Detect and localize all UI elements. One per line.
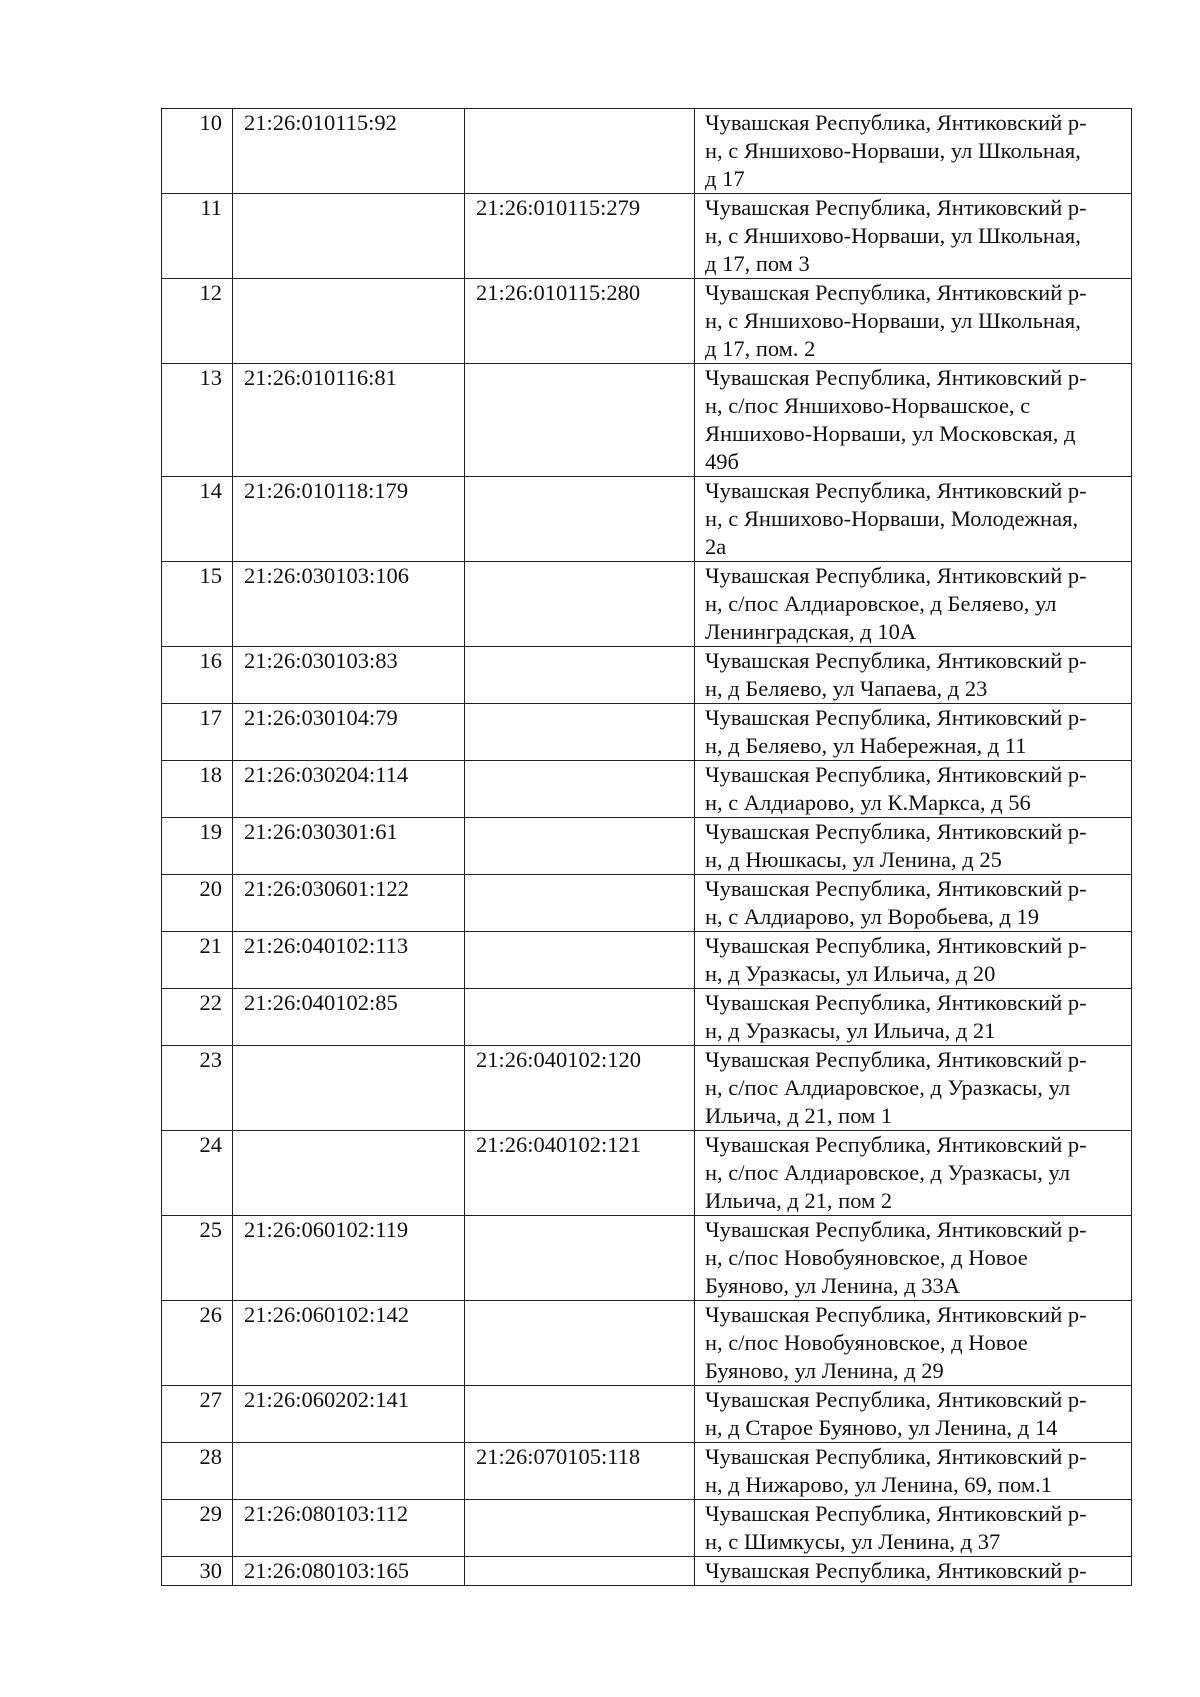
address-cell [695, 1046, 1132, 1131]
address-line: д 17, пом. 2 [705, 336, 816, 361]
land-cadastral-number-cell: 21:26:060102:119 [233, 1216, 465, 1301]
address-line: Чувашская Республика, Янтиковский р- [705, 280, 1087, 305]
building-cadastral-number-cell: 21:26:010115:280 [465, 279, 695, 364]
land-cadastral-number-cell: 21:26:040102:113 [233, 932, 465, 989]
address-line: Ильича, д 21, пом 1 [705, 1103, 893, 1128]
row-number-cell: 16 [162, 647, 233, 704]
address-cell [695, 1386, 1132, 1443]
row-number-cell: 29 [162, 1500, 233, 1557]
table-row [162, 194, 1132, 279]
address-cell [695, 1443, 1132, 1500]
address-cell [695, 364, 1132, 477]
building-cadastral-number-cell [465, 818, 695, 875]
address-line: н, с Алдиарово, ул К.Маркса, д 56 [705, 790, 1031, 815]
land-cadastral-number-cell: 21:26:030103:106 [233, 562, 465, 647]
address-line: Чувашская Республика, Янтиковский р- [705, 1387, 1087, 1412]
address-line: н, с Яншихово-Норваши, ул Школьная, [705, 308, 1081, 333]
address-line: Чувашская Республика, Янтиковский р- [705, 648, 1087, 673]
address-line: Чувашская Республика, Янтиковский р- [705, 1217, 1087, 1242]
row-number-cell: 17 [162, 704, 233, 761]
row-number-cell: 21 [162, 932, 233, 989]
table-row [162, 364, 1132, 477]
address-cell [695, 932, 1132, 989]
address-line: Ильича, д 21, пом 2 [705, 1188, 893, 1213]
row-number-cell: 22 [162, 989, 233, 1046]
address-line: Чувашская Республика, Янтиковский р- [705, 1444, 1087, 1469]
address-cell [695, 477, 1132, 562]
address-line: д 17, пом 3 [705, 251, 810, 276]
building-cadastral-number-cell [465, 761, 695, 818]
address-cell [695, 279, 1132, 364]
address-cell [695, 1301, 1132, 1386]
table-row [162, 1216, 1132, 1301]
address-cell [695, 1500, 1132, 1557]
building-cadastral-number-cell [465, 1216, 695, 1301]
table-row [162, 1500, 1132, 1557]
table-row [162, 1443, 1132, 1500]
land-cadastral-number-cell: 21:26:040102:85 [233, 989, 465, 1046]
table-row [162, 875, 1132, 932]
table-row [162, 989, 1132, 1046]
table-row [162, 279, 1132, 364]
land-cadastral-number-cell: 21:26:080103:112 [233, 1500, 465, 1557]
land-cadastral-number-cell [233, 1046, 465, 1131]
building-cadastral-number-cell [465, 1500, 695, 1557]
land-cadastral-number-cell [233, 194, 465, 279]
address-line: н, с Яншихово-Норваши, Молодежная, [705, 506, 1079, 531]
address-cell [695, 818, 1132, 875]
address-line: Чувашская Республика, Янтиковский р- [705, 1558, 1087, 1583]
registry-body [162, 109, 1132, 1586]
address-line: Чувашская Республика, Янтиковский р- [705, 195, 1087, 220]
row-number-cell: 13 [162, 364, 233, 477]
building-cadastral-number-cell [465, 989, 695, 1046]
row-number-cell: 25 [162, 1216, 233, 1301]
land-cadastral-number-cell: 21:26:010115:92 [233, 109, 465, 194]
row-number-cell: 15 [162, 562, 233, 647]
address-line: н, д Беляево, ул Чапаева, д 23 [705, 676, 988, 701]
table-row [162, 562, 1132, 647]
land-cadastral-number-cell [233, 279, 465, 364]
address-line: н, с/пос Новобуяновское, д Новое [705, 1330, 1028, 1355]
address-line: Чувашская Республика, Янтиковский р- [705, 705, 1087, 730]
land-cadastral-number-cell [233, 1443, 465, 1500]
table-row [162, 1557, 1132, 1586]
row-number-cell: 14 [162, 477, 233, 562]
row-number-cell: 12 [162, 279, 233, 364]
address-line: Буяново, ул Ленина, д 29 [705, 1358, 944, 1383]
address-line: н, д Нюшкасы, ул Ленина, д 25 [705, 847, 1002, 872]
address-line: Чувашская Республика, Янтиковский р- [705, 933, 1087, 958]
address-cell [695, 761, 1132, 818]
land-cadastral-number-cell: 21:26:060202:141 [233, 1386, 465, 1443]
address-line: 49б [705, 449, 739, 474]
address-line: н, с Яншихово-Норваши, ул Школьная, [705, 138, 1081, 163]
row-number-cell: 26 [162, 1301, 233, 1386]
address-line: н, д Старое Буяново, ул Ленина, д 14 [705, 1415, 1058, 1440]
row-number-cell: 27 [162, 1386, 233, 1443]
building-cadastral-number-cell [465, 704, 695, 761]
address-line: Чувашская Республика, Янтиковский р- [705, 819, 1087, 844]
row-number-cell: 11 [162, 194, 233, 279]
land-cadastral-number-cell: 21:26:030103:83 [233, 647, 465, 704]
registry-table [161, 108, 1132, 1586]
building-cadastral-number-cell [465, 1301, 695, 1386]
table-row [162, 477, 1132, 562]
land-cadastral-number-cell: 21:26:030104:79 [233, 704, 465, 761]
address-line: н, д Нижарово, ул Ленина, 69, пом.1 [705, 1472, 1052, 1497]
address-line: н, с Шимкусы, ул Ленина, д 37 [705, 1529, 1001, 1554]
address-line: н, с/пос Яншихово-Норвашское, с [705, 393, 1031, 418]
address-line: Чувашская Республика, Янтиковский р- [705, 1132, 1087, 1157]
row-number-cell: 24 [162, 1131, 233, 1216]
address-line: Чувашская Республика, Янтиковский р- [705, 1047, 1087, 1072]
building-cadastral-number-cell [465, 1557, 695, 1586]
building-cadastral-number-cell [465, 1386, 695, 1443]
address-line: Чувашская Республика, Янтиковский р- [705, 563, 1087, 588]
address-line: Яншихово-Норваши, ул Московская, д [705, 421, 1076, 446]
address-line: Чувашская Республика, Янтиковский р- [705, 1501, 1087, 1526]
building-cadastral-number-cell: 21:26:010115:279 [465, 194, 695, 279]
building-cadastral-number-cell [465, 364, 695, 477]
table-row [162, 818, 1132, 875]
row-number-cell: 20 [162, 875, 233, 932]
land-cadastral-number-cell: 21:26:030301:61 [233, 818, 465, 875]
address-line: Чувашская Республика, Янтиковский р- [705, 365, 1087, 390]
address-line: Ленинградская, д 10А [705, 619, 917, 644]
building-cadastral-number-cell [465, 932, 695, 989]
address-cell [695, 989, 1132, 1046]
address-line: н, с Яншихово-Норваши, ул Школьная, [705, 223, 1081, 248]
address-line: Чувашская Республика, Янтиковский р- [705, 762, 1087, 787]
land-cadastral-number-cell: 21:26:010116:81 [233, 364, 465, 477]
building-cadastral-number-cell [465, 875, 695, 932]
table-row [162, 1131, 1132, 1216]
row-number-cell: 23 [162, 1046, 233, 1131]
table-row [162, 704, 1132, 761]
table-row [162, 761, 1132, 818]
address-line: Чувашская Республика, Янтиковский р- [705, 876, 1087, 901]
table-row [162, 932, 1132, 989]
address-line: 2а [705, 534, 727, 559]
address-line: д 17 [705, 166, 745, 191]
address-line: н, д Беляево, ул Набережная, д 11 [705, 733, 1027, 758]
address-line: Чувашская Республика, Янтиковский р- [705, 990, 1087, 1015]
address-line: Буяново, ул Ленина, д 33А [705, 1273, 961, 1298]
address-line: н, с Алдиарово, ул Воробьева, д 19 [705, 904, 1040, 929]
address-line: н, с/пос Новобуяновское, д Новое [705, 1245, 1028, 1270]
address-cell [695, 704, 1132, 761]
row-number-cell: 30 [162, 1557, 233, 1586]
table-row [162, 1301, 1132, 1386]
address-cell [695, 1216, 1132, 1301]
building-cadastral-number-cell [465, 647, 695, 704]
address-line: Чувашская Республика, Янтиковский р- [705, 478, 1087, 503]
address-cell [695, 194, 1132, 279]
address-cell [695, 875, 1132, 932]
building-cadastral-number-cell [465, 562, 695, 647]
address-line: н, с/пос Алдиаровское, д Уразкасы, ул [705, 1075, 1071, 1100]
building-cadastral-number-cell [465, 109, 695, 194]
building-cadastral-number-cell [465, 477, 695, 562]
row-number-cell: 18 [162, 761, 233, 818]
building-cadastral-number-cell: 21:26:040102:120 [465, 1046, 695, 1131]
land-cadastral-number-cell: 21:26:060102:142 [233, 1301, 465, 1386]
address-cell [695, 1131, 1132, 1216]
address-line: н, с/пос Алдиаровское, д Уразкасы, ул [705, 1160, 1071, 1185]
address-cell [695, 562, 1132, 647]
address-line: Чувашская Республика, Янтиковский р- [705, 110, 1087, 135]
building-cadastral-number-cell: 21:26:070105:118 [465, 1443, 695, 1500]
building-cadastral-number-cell: 21:26:040102:121 [465, 1131, 695, 1216]
land-cadastral-number-cell: 21:26:030204:114 [233, 761, 465, 818]
row-number-cell: 28 [162, 1443, 233, 1500]
land-cadastral-number-cell: 21:26:010118:179 [233, 477, 465, 562]
land-cadastral-number-cell [233, 1131, 465, 1216]
address-cell [695, 1557, 1132, 1586]
row-number-cell: 10 [162, 109, 233, 194]
table-row [162, 109, 1132, 194]
address-cell [695, 647, 1132, 704]
table-row [162, 647, 1132, 704]
land-cadastral-number-cell: 21:26:080103:165 [233, 1557, 465, 1586]
table-row [162, 1046, 1132, 1131]
address-line: Чувашская Республика, Янтиковский р- [705, 1302, 1087, 1327]
address-line: н, д Уразкасы, ул Ильича, д 20 [705, 961, 996, 986]
table-row [162, 1386, 1132, 1443]
address-line: н, д Уразкасы, ул Ильича, д 21 [705, 1018, 996, 1043]
address-cell [695, 109, 1132, 194]
land-cadastral-number-cell: 21:26:030601:122 [233, 875, 465, 932]
row-number-cell: 19 [162, 818, 233, 875]
address-line: н, с/пос Алдиаровское, д Беляево, ул [705, 591, 1057, 616]
